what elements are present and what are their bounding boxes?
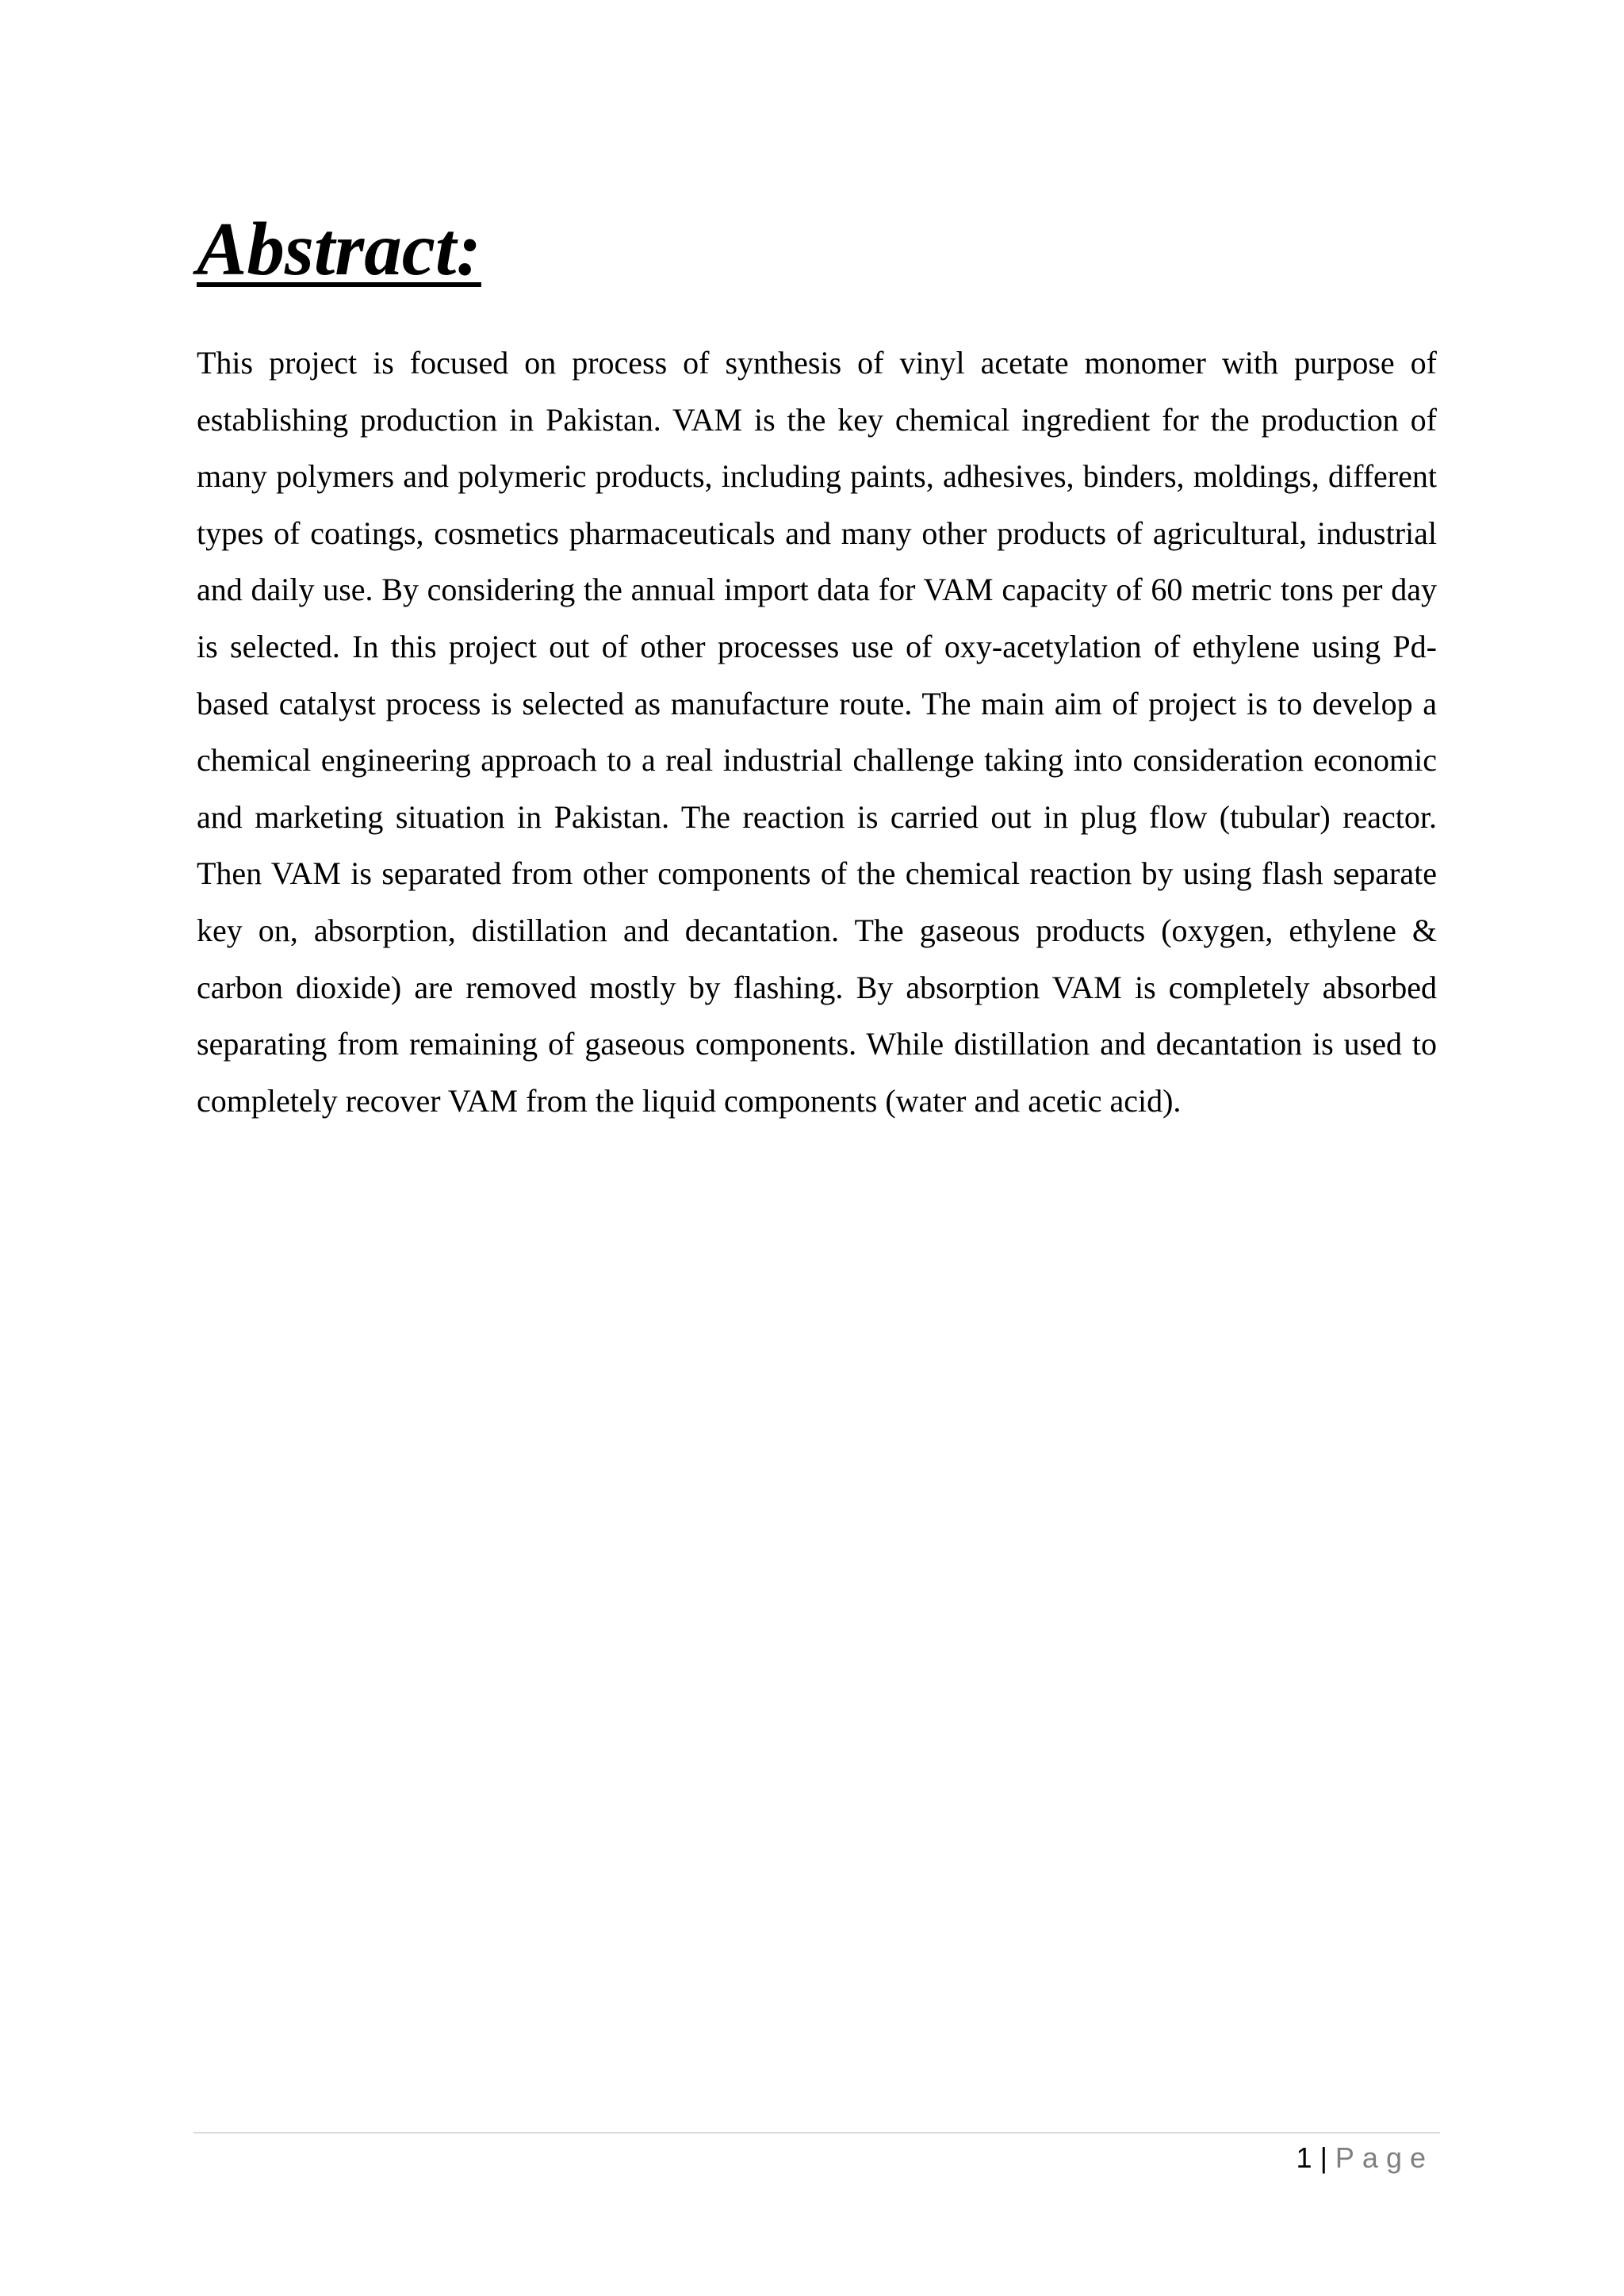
footer-divider [193, 2132, 1440, 2133]
footer-separator: | [1320, 2141, 1327, 2174]
page-footer [1297, 2141, 1434, 2175]
abstract-heading: Abstract: [197, 207, 481, 291]
abstract-paragraph: This project is focused on process of synthesis of vinyl acetate monomer with purpose of establishing production in Pakistan. VAM is the key chemical ingredient for the production of many polymers and polymeric products, including paints, adhesives, binders, moldings, different types of coatings, cosmetics pharmaceuticals and many other products of agricultural, industrial and daily use. By considering the annual import data for VAM capacity of 60 metric tons per day is selected. In this project out of other processes use of oxy-acetylation of ethylene using Pd-based catalyst process is selected as manufacture route. The main aim of project is to develop a chemical engineering approach to a real industrial challenge taking into consideration economic and marketing situation in Pakistan. The reaction is carried out in plug flow (tubular) reactor. Then VAM is separated from other components of the chemical reaction by using flash separate key on, absorption, distillation and decantation. The gaseous products (oxygen, ethylene & carbon dioxide) are removed mostly by flashing. By absorption VAM is completely absorbed separating from remaining of gaseous components. While distillation and decantation is used to completely recover VAM from the liquid components (water and acetic acid). [197, 345, 1437, 1119]
page-number: 1 [1296, 2141, 1312, 2174]
page-label: Page [1335, 2141, 1434, 2174]
